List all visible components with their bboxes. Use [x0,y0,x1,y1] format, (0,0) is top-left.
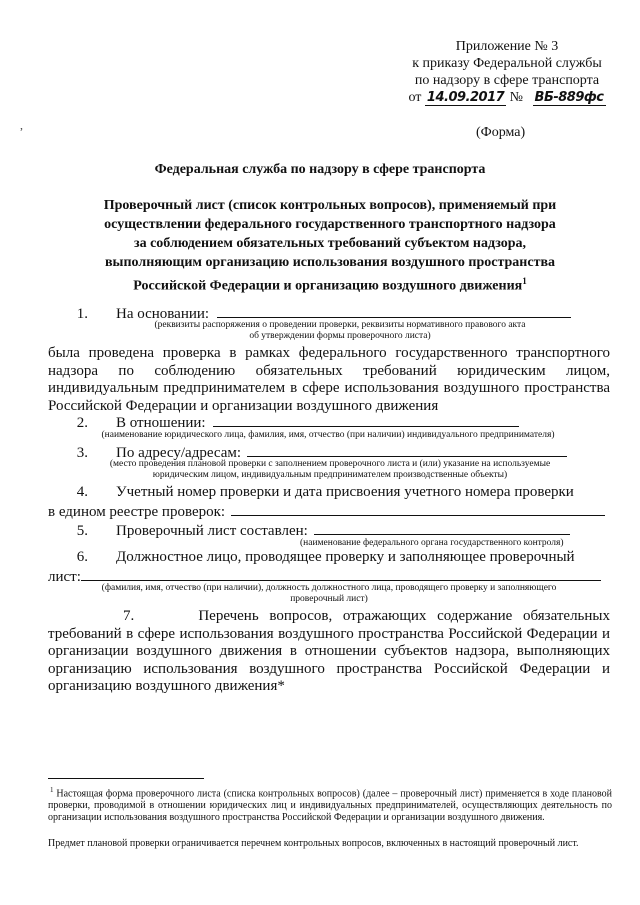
title-line-4: выполняющим организацию использования воздушного пространства [104,255,556,270]
item-2-hint: (наименование юридического лица, фамилия, имя, отчество (при наличии) индивидуального предпринимателя) [101,430,555,440]
item-1-continuation: была проведена проверка в рамках федерального государственного транспортного надзора по соблюдению обязательных требований юридическим лицом, индивидуальным предпринимателем в сфере использования воздушного пространства Российской Федерации и организации воздушного движения [48,345,610,414]
item-3-number: 3. [76,445,88,461]
item-3-hint-line-1: (место проведения плановой проверки с заполнением проверочного листа и (или) указание на используемые [109,459,551,469]
item-5-label: Проверочный лист составлен: [116,523,308,539]
item-7-paragraph [48,608,610,696]
item-6-hint-line-1: (фамилия, имя, отчество (при наличии), должность должностного лица, проводящего проверку и заполняющего [101,583,557,593]
footnote-1-ref: 1 [50,786,54,794]
appendix-line-2: к приказу Федеральной службы [412,56,602,71]
item-1-hint [120,320,560,342]
item-4-row-2 [48,501,605,521]
appendix-header [392,38,622,106]
item-6-hint-line-2: проверочный лист) [290,594,368,604]
item-6-hint [48,583,610,605]
order-date: 14.09.2017 [426,90,505,105]
title-line-1: Проверочный лист (список контрольных вопросов), применяемый при [103,198,557,213]
item-1-hint-line-1: (реквизиты распоряжения о проведении проверки, реквизиты нормативного правового акта [154,320,526,330]
item-2-row [48,412,519,432]
item-2-number: 2. [76,415,88,431]
item-1-fill-line[interactable] [217,303,571,318]
item-7-number: 7. [123,608,135,624]
item-3-label: По адресу/адресам: [116,445,242,461]
item-6-line-2: лист: [48,569,81,585]
order-number: ВБ-889фс [534,90,604,105]
item-4-row [48,484,574,501]
item-4-fill-line[interactable] [231,501,605,516]
footnote-separator [48,778,204,779]
footnote-1 [48,784,612,824]
agency-heading: Федеральная служба по надзору в сфере транспорта [154,162,486,177]
title-footnote-ref: 1 [522,276,527,286]
appendix-line-1: Приложение № 3 [455,39,559,54]
item-6-line-1: Должностное лицо, проводящее проверку и заполняющее проверочный [116,549,575,565]
item-1-label: На основании: [116,306,210,322]
item-5-row [48,520,570,540]
item-4-line-1: Учетный номер проверки и дата присвоения учетного номера проверки [116,484,574,500]
appendix-order-line [392,89,622,106]
item-7-text: Перечень вопросов, отражающих содержание обязательных требований в сфере использования воздушного пространства Российской Федерации и организации воздушного движения в отношении субъектов надзора, выполняющих организацию использования воздушного пространства Российской Федерации и организацию воздушного движения* [48,608,611,694]
item-1-number: 1. [76,306,88,322]
item-1-hint-line-2: об утверждении формы проверочного листа) [249,331,431,341]
item-5-hint: (наименование федерального органа государственного контроля) [300,538,564,548]
item-6-fill-line[interactable] [81,566,601,581]
item-6-number: 6. [76,549,88,565]
item-4-line-2: в едином реестре проверок: [48,504,226,520]
item-2-label: В отношении: [116,415,206,431]
item-3-hint [60,459,600,481]
appendix-line-3: по надзору в сфере транспорта [414,73,600,88]
title-line-5-text: Российской Федерации и организацию воздушного движения [133,278,523,294]
footnote-1-text: Настоящая форма проверочного листа (списка контрольных вопросов) (далее – проверочный лист) применяется в ходе плановой проверки, проводимой в отношении юридических лиц и индивидуальных предпринимателей, осуществляющих деятельность по организации использования воздушного пространства Российской Федерации и организации воздушного движения. [48,788,612,824]
item-5-fill-line[interactable] [314,520,570,535]
item-2-fill-line[interactable] [213,412,519,427]
item-3-fill-line[interactable] [247,442,567,457]
footnote-2: Предмет плановой проверки ограничивается перечнем контрольных вопросов, включенных в настоящий проверочный лист. [48,838,579,849]
item-4-number: 4. [76,484,88,500]
title-line-2: осуществлении федерального государственного транспортного надзора [104,217,556,232]
appendix-from: от [408,90,422,105]
document-title [60,196,600,296]
item-5-number: 5. [76,523,88,539]
title-line-3: за соблюдением обязательных требований субъектом надзора, [133,236,527,251]
item-3-hint-line-2: юридическим лицом, индивидуальным предпринимателем производственные объекты) [152,470,508,480]
scan-mark: , [20,118,23,132]
item-6-row [48,549,575,566]
appendix-number-label: № [509,90,524,105]
title-line-5 [60,272,600,296]
form-label: (Форма) [476,125,526,140]
